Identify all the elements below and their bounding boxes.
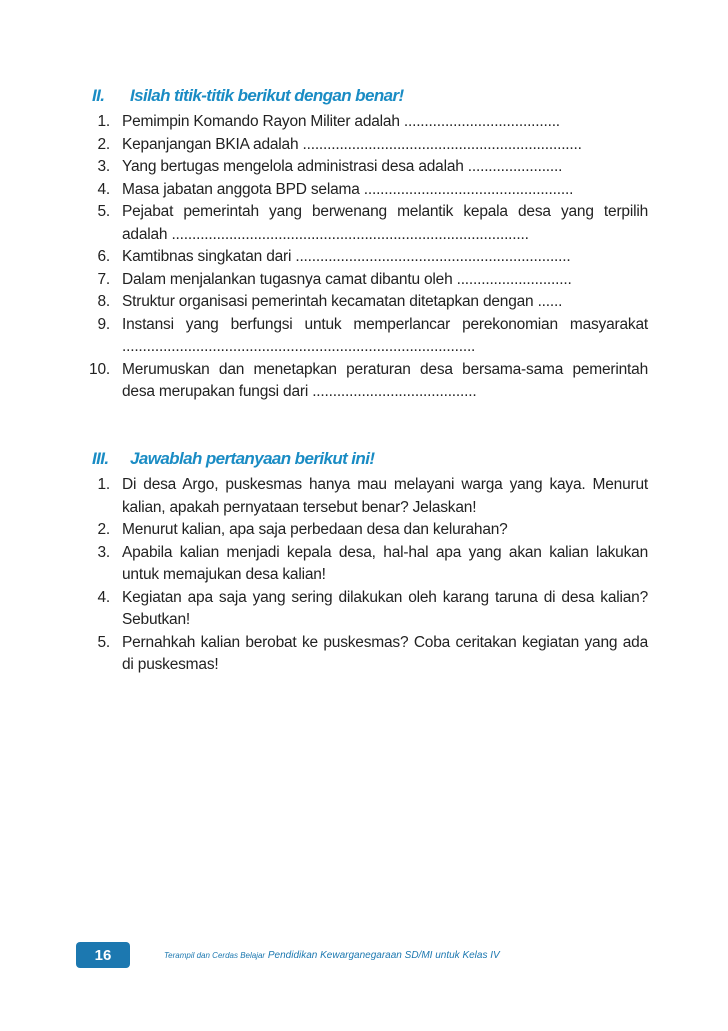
list-item: 6. Kamtibnas singkatan dari ................................................................... [97,248,571,265]
list-item: 4. Kegiatan apa saja yang sering dilakukan oleh karang taruna di desa kalian? Sebutkan! [97,588,648,628]
section-title: Jawablah pertanyaan berikut ini! [130,449,375,468]
list-item: 7. Dalam menjalankan tugasnya camat dibantu oleh ............................ [97,270,572,288]
footer-caption [164,950,500,961]
question-list [92,474,648,677]
list-item: 5. Pejabat pemerintah yang berwenang melantik kepala desa yang terpilih adalah ....................................................................................... [97,203,648,243]
list-item: 8. Struktur organisasi pemerintah kecamatan ditetapkan dengan ...... [97,293,563,310]
section-heading [92,449,648,469]
section-number: II. [92,86,105,105]
page-number-badge [76,942,130,968]
list-item: 3. Yang bertugas mengelola administrasi desa adalah ....................... [97,158,563,175]
footer-book-title: Pendidikan Kewarganegaraan SD/MI untuk Kelas IV [267,949,500,961]
section-number: III. [92,449,109,468]
footer-series: Terampil dan Cerdas Belajar [164,950,266,960]
list-item: 5. Pernahkah kalian berobat ke puskesmas? Coba ceritakan kegiatan yang ada di puskesmas! [97,633,648,673]
section-title: Isilah titik-titik berikut dengan benar! [130,86,404,105]
question-list [89,111,648,404]
list-item: 1. Di desa Argo, puskesmas hanya mau melayani warga yang kaya. Menurut kalian, apakah pernyataan tersebut benar? Jelaskan! [97,476,648,516]
section-essay [92,449,648,677]
list-item: 3. Apabila kalian menjadi kepala desa, hal-hal apa yang akan kalian lakukan untuk memajukan desa kalian! [97,543,648,583]
list-item: 10. Merumuskan dan menetapkan peraturan desa bersama-sama pemerintah desa merupakan fungsi dari ........................................ [89,360,648,400]
list-item: 1. Pemimpin Komando Rayon Militer adalah ...................................... [97,113,560,130]
section-heading [92,86,648,106]
list-item: 4. Masa jabatan anggota BPD selama ................................................... [97,180,574,198]
list-item: 2. Kepanjangan BKIA adalah .................................................................... [97,135,582,153]
list-item: 2. Menurut kalian, apa saja perbedaan desa dan kelurahan? [97,521,508,538]
page-footer [76,942,636,968]
page-number: 16 [94,946,112,964]
section-fill-in [89,86,648,404]
list-item: 9. Instansi yang berfungsi untuk memperlancar perekonomian masyarakat ...................................................................................... [97,315,648,355]
